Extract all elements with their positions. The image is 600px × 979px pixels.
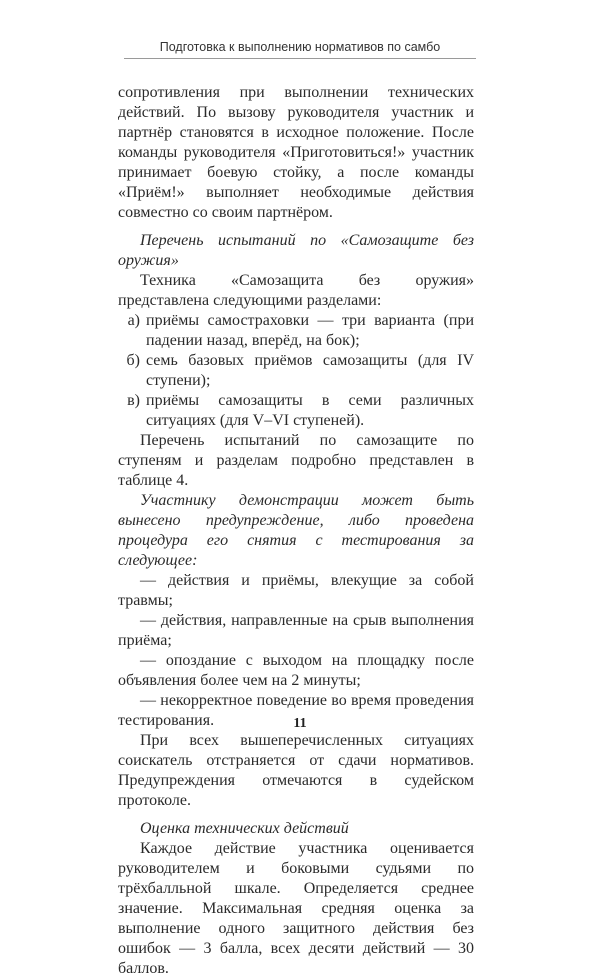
paragraph-sections-intro: Техника «Самозащита без оружия» представлена следующими разделами: [118, 272, 474, 309]
dash-item: — действия и приёмы, влекущие за собой травмы; [118, 572, 474, 609]
page-body [118, 83, 474, 979]
list-text: семь базовых приёмов самозащиты (для IV ступени); [146, 352, 474, 389]
list-item [118, 391, 474, 431]
list-item [118, 351, 474, 391]
list-text: приёмы самозащиты в семи различных ситуациях (для V–VI ступеней). [146, 392, 474, 429]
list-marker: а) [127, 312, 140, 329]
dash-item: — некорректное поведение во время проведения тестирования. [118, 692, 474, 729]
header-rule [124, 58, 476, 59]
list-item [118, 311, 474, 351]
paragraph-disqualification: При всех вышеперечисленных ситуациях соискатель отстраняется от сдачи нормативов. Предупреждения отмечаются в судейском протоколе. [118, 732, 474, 809]
paragraph-warnings-italic: Участнику демонстрации может быть вынесено предупреждение, либо проведена процедура его снятия с тестирования за следующее: [118, 492, 474, 569]
paragraph-continued: сопротивления при выполнении технических действий. По вызову руководителя участник и партнёр становятся в исходное положение. После команды руководителя «Приготовиться!» участник принимает боевую стойку, а после команды «Приём!» выполняет необходимые действия совместно со своим партнёром. [118, 84, 474, 221]
section-heading-self-defense: Перечень испытаний по «Самозащите без оружия» [118, 232, 474, 269]
paragraph-table-reference: Перечень испытаний по самозащите по ступеням и разделам подробно представлен в таблице 4. [118, 432, 474, 489]
dash-item: — действия, направленные на срыв выполнения приёма; [118, 612, 474, 649]
list-text: приёмы самостраховки — три варианта (при падении назад, вперёд, на бок); [146, 312, 474, 349]
paragraph-scoring: Каждое действие участника оценивается руководителем и боковыми судьями по трёхбалльной шкале. Определяется среднее значение. Максимальная средняя оценка за выполнение одного защитного действия без ошибок — 3 балла, всех десяти действий — 30 баллов. [118, 840, 474, 977]
list-marker: б) [126, 352, 140, 369]
dash-item: — опоздание с выходом на площадку после объявления более чем на 2 минуты; [118, 652, 474, 689]
list-marker: в) [127, 392, 140, 409]
page-number: 11 [293, 716, 307, 731]
running-head: Подготовка к выполнению нормативов по самбо [159, 40, 441, 54]
section-heading-evaluation: Оценка технических действий [140, 820, 349, 837]
